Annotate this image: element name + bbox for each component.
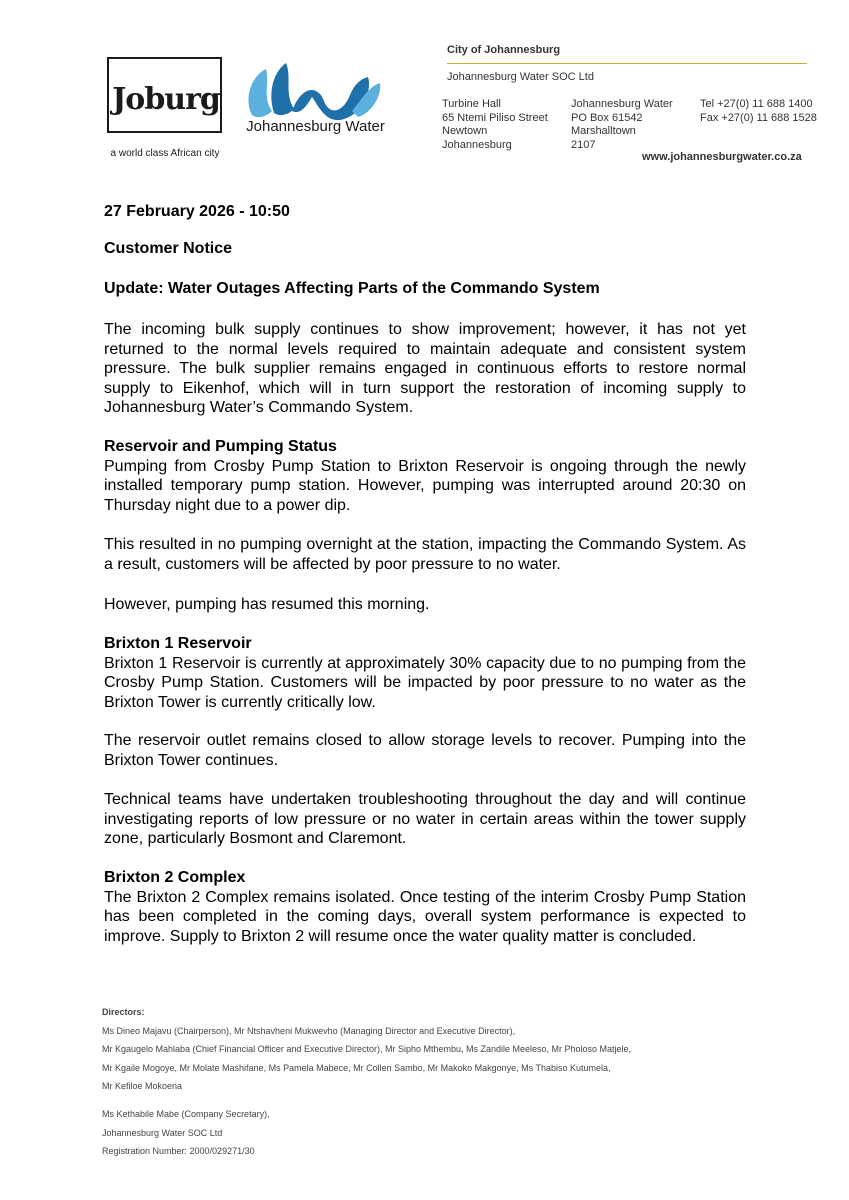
fax: Fax +27(0) 11 688 1528 (700, 111, 817, 124)
joburg-logo-tagline: a world class African city (110, 148, 220, 159)
directors-line: Mr Kgaugelo Mahlaba (Chief Financial Officer and Executive Director), Mr Sipho Mthembu, Ms Zandile Meeleso, Mr Pholoso Matjele, (102, 1044, 632, 1054)
company-secretary: Ms Kethabile Mabe (Company Secretary), (102, 1109, 270, 1119)
notice-title: Update: Water Outages Affecting Parts of the Commando System (104, 280, 600, 297)
physical-address (442, 98, 548, 152)
city-name: City of Johannesburg (447, 44, 561, 56)
brixton1-section (104, 634, 746, 712)
website-link[interactable]: www.johannesburgwater.co.za (642, 151, 802, 163)
brixton2-section (104, 868, 746, 946)
section-paragraph: Brixton 1 Reservoir is currently at approximately 30% capacity due to no pumping from the Crosby Pump Station. Customers will be impacted by poor pressure to no water as the Brixton Tower is currently critically low. (104, 654, 746, 711)
address-line: Turbine Hall (442, 98, 501, 110)
directors-block (102, 1003, 631, 1096)
reservoir-outlet-paragraph: The reservoir outlet remains closed to allow storage levels to recover. Pumping into the Brixton Tower continues. (104, 732, 746, 769)
overnight-impact-paragraph: This resulted in no pumping overnight at the station, impacting the Commando System. As a result, customers will be affected by poor pressure to no water. (104, 536, 746, 573)
section-heading: Brixton 2 Complex (104, 869, 246, 886)
technical-teams-paragraph: Technical teams have undertaken troubleshooting throughout the day and will continue investigating reports of low pressure or no water in certain areas within the tower supply zone, particularly Bosmont and Claremont. (104, 791, 746, 848)
section-heading: Reservoir and Pumping Status (104, 438, 337, 455)
address-line: 2107 (571, 138, 596, 151)
address-line: Marshalltown (571, 125, 636, 137)
johannesburg-water-logo-text: Johannesburg Water (246, 118, 385, 135)
directors-line: Mr Kefiloe Mokoena (102, 1081, 183, 1091)
notice-datetime: 27 February 2026 - 10:50 (104, 203, 290, 220)
intro-paragraph: The incoming bulk supply continues to show improvement; however, it has not yet returned to the normal levels required to maintain adequate and consistent system pressure. The bulk supplier remains engaged in continuous efforts to restore normal supply to Eikenhof, which will in turn support the restoration of incoming supply to Johannesburg Water’s Commando System. (104, 321, 746, 417)
company-info-block (102, 1105, 270, 1161)
footer-company-name: Johannesburg Water SOC Ltd (102, 1127, 223, 1138)
directors-label: Directors: (102, 1007, 145, 1017)
notice-label: Customer Notice (104, 240, 233, 257)
address-line: 65 Ntemi Piliso Street (442, 111, 548, 124)
reservoir-pumping-section (104, 437, 746, 515)
joburg-logo-word: Joburg (112, 82, 220, 117)
address-line: Newtown (442, 125, 488, 137)
address-line: Johannesburg Water (571, 98, 673, 110)
section-paragraph: The Brixton 2 Complex remains isolated. Once testing of the interim Crosby Pump Station has been completed in the coming days, overall system performance is expected to improve. Supply to Brixton 2 will resume once the water quality matter is concluded. (104, 888, 746, 945)
telephone: Tel +27(0) 11 688 1400 (700, 98, 813, 110)
letterhead-rule (447, 63, 807, 64)
directors-line: Ms Dineo Majavu (Chairperson), Mr Ntshavheni Mukwevho (Managing Director and Executive Director), (102, 1025, 516, 1036)
address-line: PO Box 61542 (571, 111, 643, 124)
directors-line: Mr Kgaile Mogoye, Mr Molate Mashifane, Ms Pamela Mabece, Mr Collen Sambo, Mr Makoko Makgonye, Ms Thabiso Kutumela, (102, 1062, 611, 1073)
section-heading: Brixton 1 Reservoir (104, 635, 252, 652)
contact-numbers (700, 98, 817, 125)
johannesburg-water-logo-icon (240, 55, 390, 127)
section-paragraph: Pumping from Crosby Pump Station to Brixton Reservoir is ongoing through the newly installed temporary pump station. However, pumping was interrupted around 20:30 on Thursday night due to a power dip. (104, 457, 746, 514)
postal-address (571, 98, 673, 152)
pumping-resumed-paragraph: However, pumping has resumed this morning. (104, 596, 430, 613)
registration-number: Registration Number: 2000/029271/30 (102, 1146, 255, 1156)
address-line: Johannesburg (442, 138, 512, 151)
company-name: Johannesburg Water SOC Ltd (447, 71, 594, 83)
